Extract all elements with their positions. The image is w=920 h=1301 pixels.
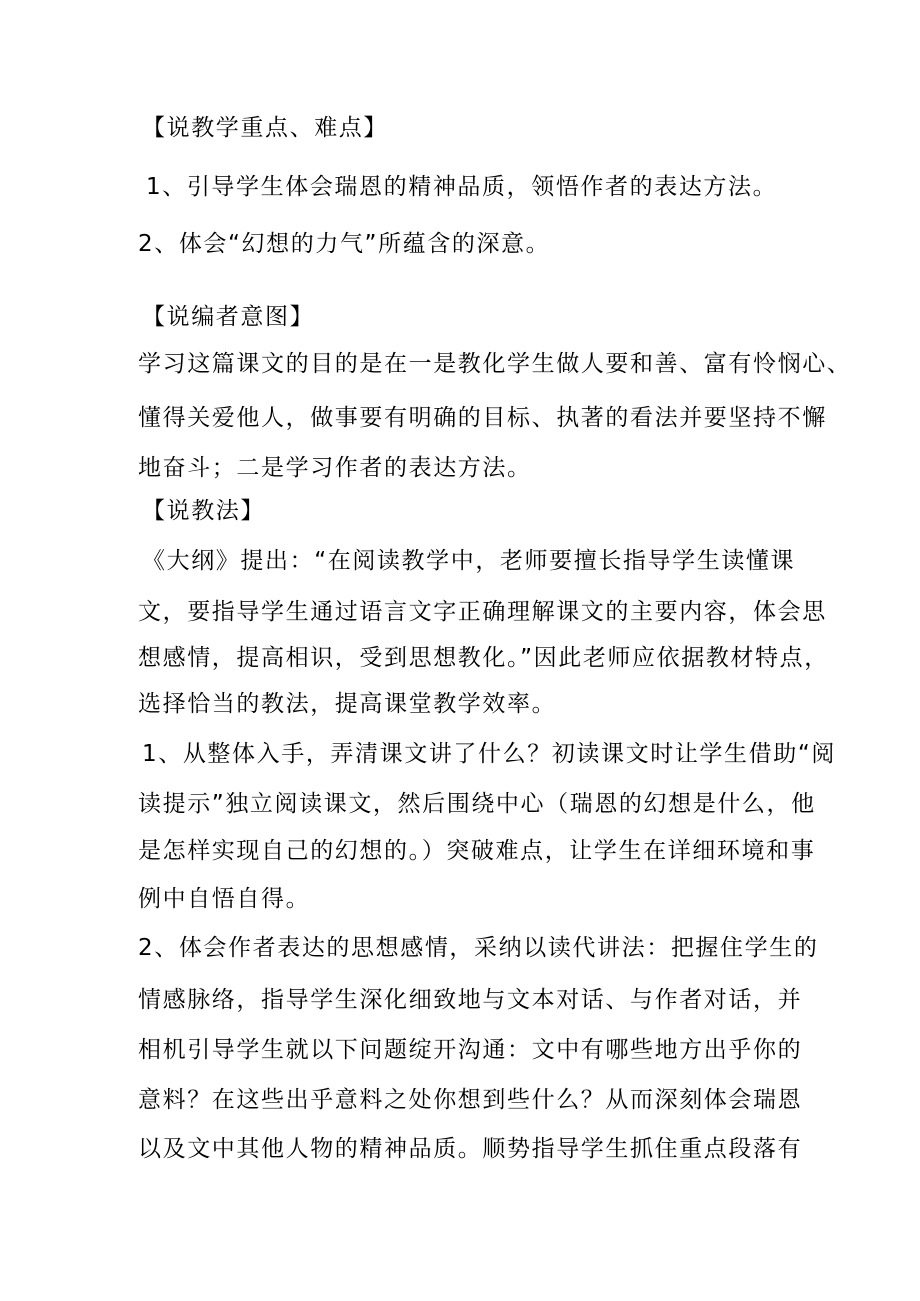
section-heading-teaching-method: 【说教法】	[142, 498, 265, 524]
method-2-line: 情感脉络，指导学生深化细致地与文本对话、与作者对话，并	[138, 987, 803, 1013]
method-intro-line: 选择恰当的教法，提高课堂教学效率。	[138, 691, 557, 717]
method-2-line: 意料？在这些出乎意料之处你想到些什么？从而深刻体会瑞恩	[138, 1087, 803, 1113]
method-intro-line: 文，要指导学生通过语言文字正确理解课文的主要内容，体会思	[138, 599, 827, 625]
intent-line: 学习这篇课文的目的是在一是教化学生做人要和善、富有怜悯心、	[138, 351, 852, 377]
method-1-line: 是怎样实现自己的幻想的。）突破难点，让学生在详细环境和事	[138, 838, 816, 864]
method-2-line: 相机引导学生就以下问题绽开沟通：文中有哪些地方出乎你的	[138, 1037, 803, 1063]
key-point-1: 1、引导学生体会瑞恩的精神品质，领悟作者的表达方法。	[146, 174, 778, 200]
intent-line: 懂得关爱他人，做事要有明确的目标、执著的看法并要坚持不懈	[138, 405, 827, 431]
intent-line: 地奋斗；二是学习作者的表达方法。	[138, 455, 532, 481]
section-heading-editor-intent: 【说编者意图】	[142, 304, 315, 330]
method-1-line: 读提示”独立阅读课文，然后围绕中心（瑞恩的幻想是什么，他	[138, 791, 816, 817]
method-1-line: 例中自悟自得。	[138, 886, 311, 912]
key-point-2: 2、体会“幻想的力气”所蕴含的深意。	[138, 231, 551, 257]
method-intro-line: 想感情，提高相识，受到思想教化。”因此老师应依据教材特点，	[138, 645, 829, 671]
method-1-line: 1、从整体入手，弄清课文讲了什么？初读课文时让学生借助“阅	[142, 741, 836, 767]
method-2-line: 2、体会作者表达的思想感情，采纳以读代讲法：把握住学生的	[138, 935, 819, 961]
method-intro-line: 《大纲》提出：“在阅读教学中，老师要擅长指导学生读懂课	[142, 548, 796, 574]
method-2-line: 以及文中其他人物的精神品质。顺势指导学生抓住重点段落有	[138, 1136, 803, 1162]
section-heading-key-points: 【说教学重点、难点】	[142, 115, 388, 141]
